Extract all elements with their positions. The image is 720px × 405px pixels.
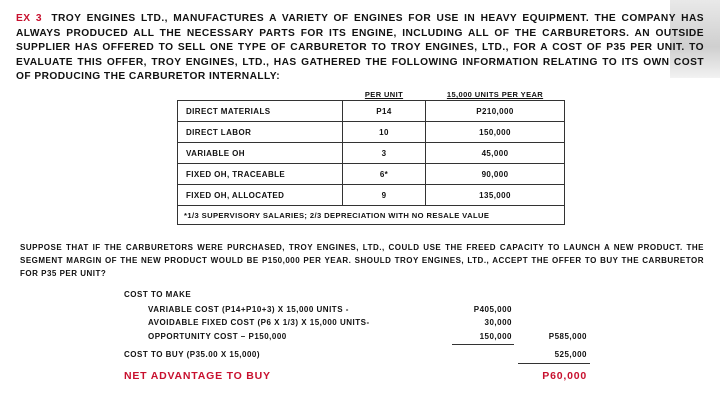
- table-row: DIRECT MATERIALS P14 P210,000: [178, 101, 565, 122]
- header-per-year: 15,000 UNITS PER YEAR: [446, 90, 544, 99]
- opportunity-cost-amount: 150,000: [479, 332, 512, 341]
- cost-to-buy-label: COST TO BUY (P35.00 X 15,000): [124, 350, 261, 359]
- total-rule: [518, 363, 590, 364]
- cost-to-buy-amount: 525,000: [554, 350, 587, 359]
- net-advantage-label: NET ADVANTAGE TO BUY: [124, 370, 271, 382]
- variable-cost-label: VARIABLE COST (P14+P10+3) X 15,000 UNITS -: [148, 305, 349, 314]
- table-row: FIXED OH, ALLOCATED 9 135,000: [178, 185, 565, 206]
- cost-to-make-heading: COST TO MAKE: [124, 290, 192, 299]
- variable-cost-amount: P405,000: [473, 305, 512, 314]
- cost-table: [177, 89, 565, 225]
- table-row: FIXED OH, TRACEABLE 6* 90,000: [178, 164, 565, 185]
- avoidable-fixed-label: AVOIDABLE FIXED COST (P6 X 1/3) X 15,000 UNITS-: [148, 318, 370, 327]
- table-row: VARIABLE OH 3 45,000: [178, 143, 565, 164]
- problem-text: TROY ENGINES LTD., MANUFACTURES A VARIETY OF ENGINES FOR USE IN HEAVY EQUIPMENT. THE COMPANY HAS ALWAYS PRODUCED ALL THE NECESSARY PARTS FOR ITS ENGINE, INCLUDING ALL OF THE CARBURETORS. AN OUTSIDE SUPPLIER HAS OFFERED TO SELL ONE TYPE OF CARBURETOR TO TROY ENGINES, LTD., FOR A COST OF P35 PER UNIT. TO EVALUATE THIS OFFER, TROY ENGINES, LTD., HAS GATHERED THE FOLLOWING INFORMATION RELATING TO ITS OWN COST OF PRODUCING THE CARBURETOR INTERNALLY:: [16, 13, 705, 83]
- table-note: *1/3 SUPERVISORY SALARIES; 2/3 DEPRECIATION WITH NO RESALE VALUE: [178, 206, 565, 225]
- table-row: DIRECT LABOR 10 150,000: [178, 122, 565, 143]
- subtotal-rule: [452, 344, 514, 345]
- problem-statement: [16, 12, 704, 85]
- exercise-label: EX 3: [16, 13, 42, 24]
- header-per-unit: PER UNIT: [364, 90, 404, 99]
- opportunity-cost-label: OPPORTUNITY COST – P150,000: [148, 332, 287, 341]
- cost-to-make-total: P585,000: [548, 332, 587, 341]
- avoidable-fixed-amount: 30,000: [484, 318, 512, 327]
- net-advantage-amount: P60,000: [542, 370, 587, 382]
- question-text: SUPPOSE THAT IF THE CARBURETORS WERE PURCHASED, TROY ENGINES, LTD., COULD USE THE FREED CAPACITY TO LAUNCH A NEW PRODUCT. THE SEGMENT MARGIN OF THE NEW PRODUCT WOULD BE P150,000 PER YEAR. SHOULD TROY ENGINES, LTD., ACCEPT THE OFFER TO BUY THE CARBURETOR FOR P35 PER UNIT?: [20, 243, 704, 278]
